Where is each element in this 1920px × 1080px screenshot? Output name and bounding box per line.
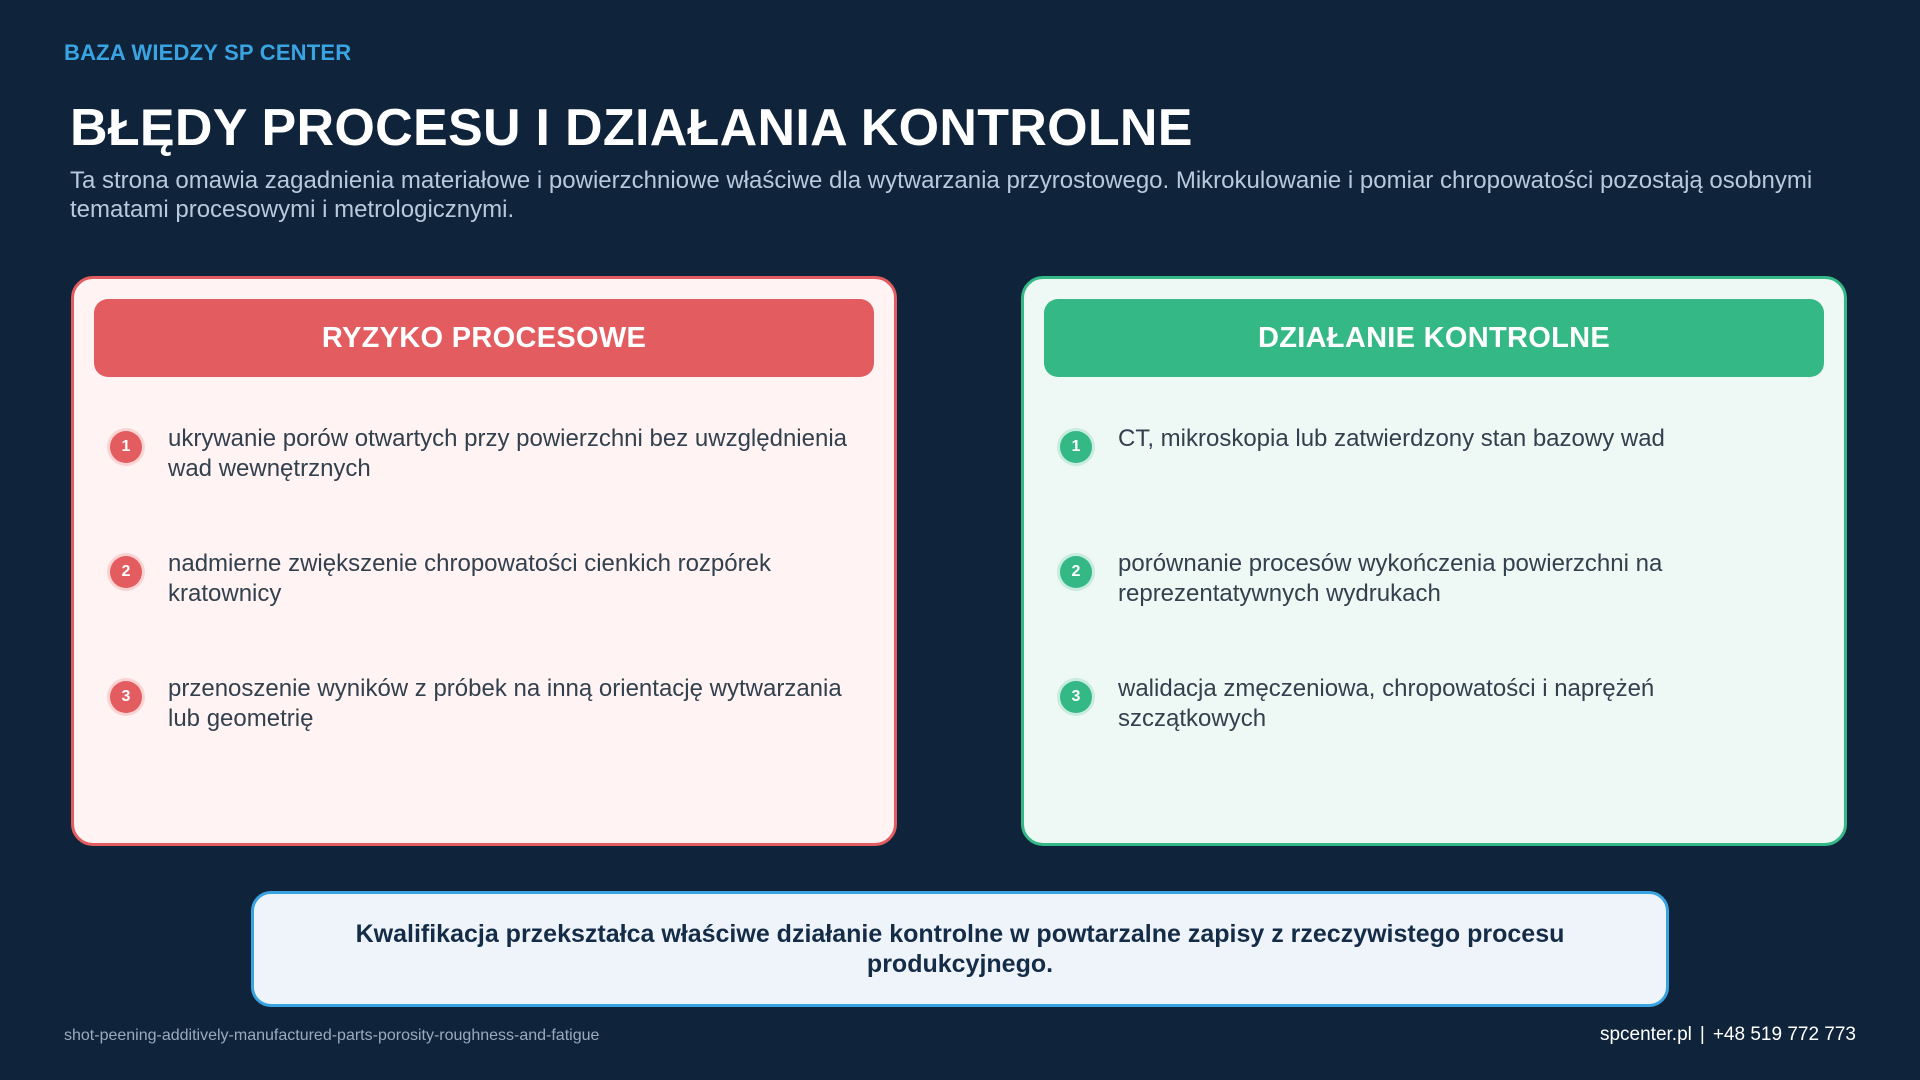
footer-contact — [1600, 1024, 1856, 1046]
footer-slug: shot-peening-additively-manufactured-parts-porosity-roughness-and-fatigue — [64, 1027, 600, 1044]
page-title: BŁĘDY PROCESU I DZIAŁANIA KONTROLNE — [70, 99, 1193, 157]
risk-card — [71, 276, 897, 846]
risk-item-text: przenoszenie wyników z próbek na inną orientację wytwarzania lub geometrię — [168, 675, 842, 732]
risk-item-text: nadmierne zwiększenie chropowatości cienkich rozpórek kratownicy — [168, 550, 771, 607]
risk-card-header: RYZYKO PROCESOWE — [94, 299, 874, 377]
risk-item-text: ukrywanie porów otwartych przy powierzchni bez uwzględnienia wad wewnętrznych — [168, 425, 847, 482]
control-item-text: walidacja zmęczeniowa, chropowatości i naprężeń szczątkowych — [1118, 675, 1655, 732]
risk-item-number-badge: 2 — [110, 556, 142, 588]
footer-separator: | — [1699, 1024, 1705, 1045]
footer-phone: +48 519 772 773 — [1712, 1024, 1856, 1045]
kicker: BAZA WIEDZY SP CENTER — [64, 40, 352, 65]
control-item-text: CT, mikroskopia lub zatwierdzony stan bazowy wad — [1118, 425, 1665, 452]
control-card-header: DZIAŁANIE KONTROLNE — [1044, 299, 1824, 377]
control-item-number-badge: 2 — [1060, 556, 1092, 588]
control-item-number-badge: 1 — [1060, 431, 1092, 463]
risk-item-number-badge: 3 — [110, 681, 142, 713]
control-card — [1021, 276, 1847, 846]
control-item-text: porównanie procesów wykończenia powierzchni na reprezentatywnych wydrukach — [1118, 550, 1663, 607]
page-subtitle: Ta strona omawia zagadnienia materiałowe i powierzchniowe właściwe dla wytwarzania przyrostowego. Mikrokulowanie i pomiar chropowatości pozostają osobnymi tematami procesowymi i metrologicznymi. — [70, 167, 1813, 223]
footer-website: spcenter.pl — [1599, 1024, 1692, 1045]
risk-item-number-badge: 1 — [110, 431, 142, 463]
summary-callout: Kwalifikacja przekształca właściwe działanie kontrolne w powtarzalne zapisy z rzeczywistego procesu produkcyjnego. — [251, 891, 1669, 1007]
control-item-number-badge: 3 — [1060, 681, 1092, 713]
